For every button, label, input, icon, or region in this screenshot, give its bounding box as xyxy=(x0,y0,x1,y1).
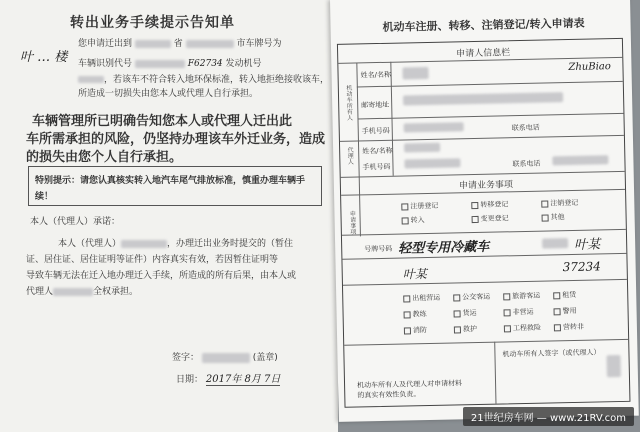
cb-register[interactable]: 注册登记 xyxy=(401,201,438,212)
applicant-info-header: 申请人信息栏 xyxy=(456,48,511,60)
agent-contact-label: 联系电话 xyxy=(512,159,541,169)
footer-note-2: 的真实有效性负责。 xyxy=(357,390,421,400)
name-label: 姓名/名称 xyxy=(360,70,392,80)
vehicle-type-handwriting: 轻型专用冷藏车 xyxy=(398,239,490,257)
date-handwriting: 2017年 8月 7日 xyxy=(206,370,281,386)
plate-number-label: 号牌号码 xyxy=(364,244,393,254)
footer-signature-label: 机动车所有人签字（或代理人） xyxy=(502,348,601,359)
promise-line-1: 本人（代理人） ，办理迁出业务时提交的（暂住 xyxy=(58,239,294,249)
cb-tour[interactable]: 旅游客运 xyxy=(503,291,540,302)
signature-row: 签字： (盖章) xyxy=(172,353,278,363)
cb-rental[interactable]: 租赁 xyxy=(553,290,576,300)
footer-note-1: 机动车所有人及代理人对申请材料 xyxy=(356,379,463,390)
cb-other[interactable]: 其他 xyxy=(541,212,564,222)
warning-line-1: 车辆管理所已明确告知您本人或代理人迁出此 xyxy=(32,114,293,129)
owner-handwriting-2: 叶某 xyxy=(402,267,427,282)
warning-line-3: 的损失由您个人自行承担。 xyxy=(26,150,183,165)
cb-transfer-in[interactable]: 转入 xyxy=(402,215,425,225)
vin-tail-handwriting: 37234 xyxy=(562,259,601,275)
notice-title: 转出业务手续提示告知单 xyxy=(70,15,235,31)
agent-name-label: 姓名/名称 xyxy=(362,146,393,156)
cb-nonoperating[interactable]: 非营运 xyxy=(503,307,533,318)
promise-line-2: 证、居住证、居住证明等证件）内容真实有效，若因暂住证明等 xyxy=(26,255,279,265)
cb-police[interactable]: 警用 xyxy=(553,306,576,316)
cb-cancel[interactable]: 注销登记 xyxy=(541,198,578,209)
cb-convert[interactable]: 营转非 xyxy=(554,322,584,333)
tip-line-2: 续！ xyxy=(35,192,54,202)
notice-line-4: 所造成一切损失由您本人或代理人自行承担。 xyxy=(78,89,259,99)
business-items-header: 申请业务事项 xyxy=(458,180,514,192)
cb-transfer[interactable]: 转移登记 xyxy=(471,199,508,210)
cb-fire[interactable]: 消防 xyxy=(404,325,427,335)
agent-phone-label: 手机号码 xyxy=(362,162,391,172)
application-table xyxy=(337,38,631,408)
cb-rescue[interactable]: 工程救险 xyxy=(504,323,541,334)
warning-line-2: 车所需承担的风险，仍坚持办理该车外迁业务，造成 xyxy=(26,132,326,147)
promise-line-4: 代理人 全权承担。 xyxy=(26,287,139,297)
applicant-promise-label: 本人（代理人）承诺： xyxy=(30,217,121,227)
cb-coach[interactable]: 教练 xyxy=(403,309,426,319)
items-vertical-label: 申请事项 xyxy=(348,210,356,235)
registration-application-form xyxy=(330,0,639,422)
tip-line-1: 特别提示：请您认真核实转入地汽车尾气排放标准，慎重办理车辆手 xyxy=(35,176,306,186)
form-title: 机动车注册、转移、注销登记/转入申请表 xyxy=(382,16,585,34)
notice-line-3: ，若该车不符合转入地环保标准，转入地拒绝接收该车， xyxy=(78,72,329,85)
vin-handwriting: F62734 xyxy=(187,59,223,69)
cb-ambulance[interactable]: 救护 xyxy=(454,324,477,334)
owner-handwriting: 叶 … 楼 xyxy=(20,50,68,65)
site-watermark: 21世纪房车网 — www.21RV.com xyxy=(463,407,634,426)
owner-vertical-label: 机动车所有人 xyxy=(344,84,353,121)
cb-bus[interactable]: 公交客运 xyxy=(453,292,490,303)
notice-line-2: 车辆识别代号 F62734 发动机号 xyxy=(78,59,262,69)
cb-freight[interactable]: 货运 xyxy=(453,308,476,318)
cb-taxi[interactable]: 出租营运 xyxy=(403,293,440,304)
date-row: 日期： 2017年 8月 7日 xyxy=(176,370,280,386)
owner-contact-label: 联系电话 xyxy=(511,123,540,133)
cb-change[interactable]: 变更登记 xyxy=(472,213,509,224)
promise-line-3: 导致车辆无法在迁入地办理迁入手续，所造成的所有后果，由本人或 xyxy=(26,271,297,281)
mailing-address-label: 邮寄地址 xyxy=(361,100,390,110)
notice-line-1: 您申请迁出到 省 市车牌号为 xyxy=(78,39,282,49)
owner-phone-label: 手机号码 xyxy=(361,126,390,136)
special-tip-box xyxy=(28,166,322,206)
agent-vertical-label: 代理人 xyxy=(346,146,354,165)
owner-name-handwriting: 叶某 xyxy=(574,237,601,253)
top-scribble: ZhuBiao xyxy=(568,61,611,74)
